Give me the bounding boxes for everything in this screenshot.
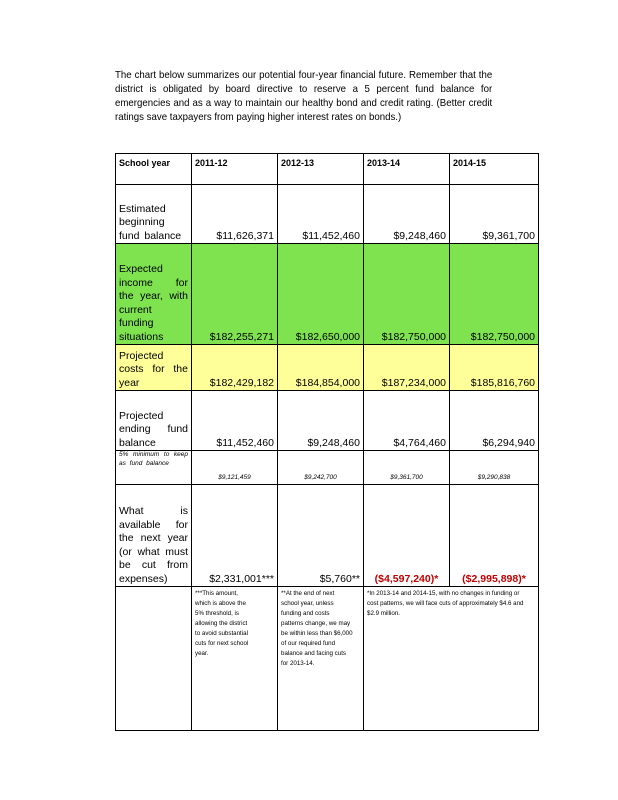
value-cell: $9,242,700 [278, 451, 364, 485]
value-cell: $182,650,000 [278, 244, 364, 345]
financial-forecast-table [115, 153, 539, 731]
value-cell: $182,255,271 [192, 244, 278, 345]
value-cell: $182,750,000 [450, 244, 539, 345]
value-cell: $9,290,838 [450, 451, 539, 485]
footnote-text: ***This amount, which is above the 5% threshold, is allowing the district to avoid substantial cuts for next school year. [195, 590, 249, 657]
expected-income-row [116, 244, 539, 345]
five-percent-minimum-row [116, 451, 539, 485]
year-header: 2012-13 [278, 154, 364, 185]
school-year-header: School year [116, 154, 192, 185]
value-cell: ($2,995,898)* [450, 485, 539, 587]
row-label: What is available for the next year (or what must be cut from expenses) [116, 485, 192, 587]
value-cell: $182,429,182 [192, 345, 278, 391]
footnotes-row [116, 587, 539, 731]
year-header: 2014-15 [450, 154, 539, 185]
value-cell: $185,816,760 [450, 345, 539, 391]
projected-costs-row [116, 345, 539, 391]
footnote-cell [278, 587, 364, 731]
value-cell: $187,234,000 [364, 345, 450, 391]
header-row [116, 154, 539, 185]
available-next-year-row [116, 485, 539, 587]
intro-paragraph: The chart below summarizes our potential four-year financial future. Remember that the district is obligated by board directive to reserve a 5 percent fund balance for emergencies and as a way to maintain our healthy bond and credit rating. (Better credit ratings save taxpayers from paying higher interest rates on bonds.) [115, 69, 493, 123]
value-cell: $9,248,460 [278, 391, 364, 451]
value-cell: $2,331,001*** [192, 485, 278, 587]
row-label: Expected income for the year, with current funding situations [116, 244, 192, 345]
value-cell: $11,452,460 [192, 391, 278, 451]
value-cell: $184,854,000 [278, 345, 364, 391]
value-cell: $5,760** [278, 485, 364, 587]
empty-cell [116, 587, 192, 731]
value-cell: $9,361,700 [450, 185, 539, 244]
footnote-text: **At the end of next school year, unless funding and costs patterns change, we may be within less than $6,000 of our required fund balance and facing cuts for 2013-14. [281, 590, 353, 667]
row-label: Projected ending fund balance [116, 391, 192, 451]
value-cell: $11,626,371 [192, 185, 278, 244]
year-header: 2013-14 [364, 154, 450, 185]
ending-balance-row [116, 391, 539, 451]
row-label: Projected costs for the year [116, 345, 192, 391]
footnote-cell [364, 587, 539, 731]
value-cell: $11,452,460 [278, 185, 364, 244]
value-cell: $9,248,460 [364, 185, 450, 244]
value-cell: ($4,597,240)* [364, 485, 450, 587]
value-cell: $182,750,000 [364, 244, 450, 345]
value-cell: $9,361,700 [364, 451, 450, 485]
row-label: 5% minimum to keep as fund balance [116, 451, 192, 485]
footnote-cell [192, 587, 278, 731]
value-cell: $9,121,459 [192, 451, 278, 485]
value-cell: $6,294,940 [450, 391, 539, 451]
beginning-balance-row [116, 185, 539, 244]
row-label: Estimated beginning fund balance [116, 185, 192, 244]
footnote-text: *In 2013-14 and 2014-15, with no changes in funding or cost patterns, we will face cuts of approximately $4.6 and $2.9 million. [367, 590, 524, 617]
value-cell: $4,764,460 [364, 391, 450, 451]
year-header: 2011-12 [192, 154, 278, 185]
